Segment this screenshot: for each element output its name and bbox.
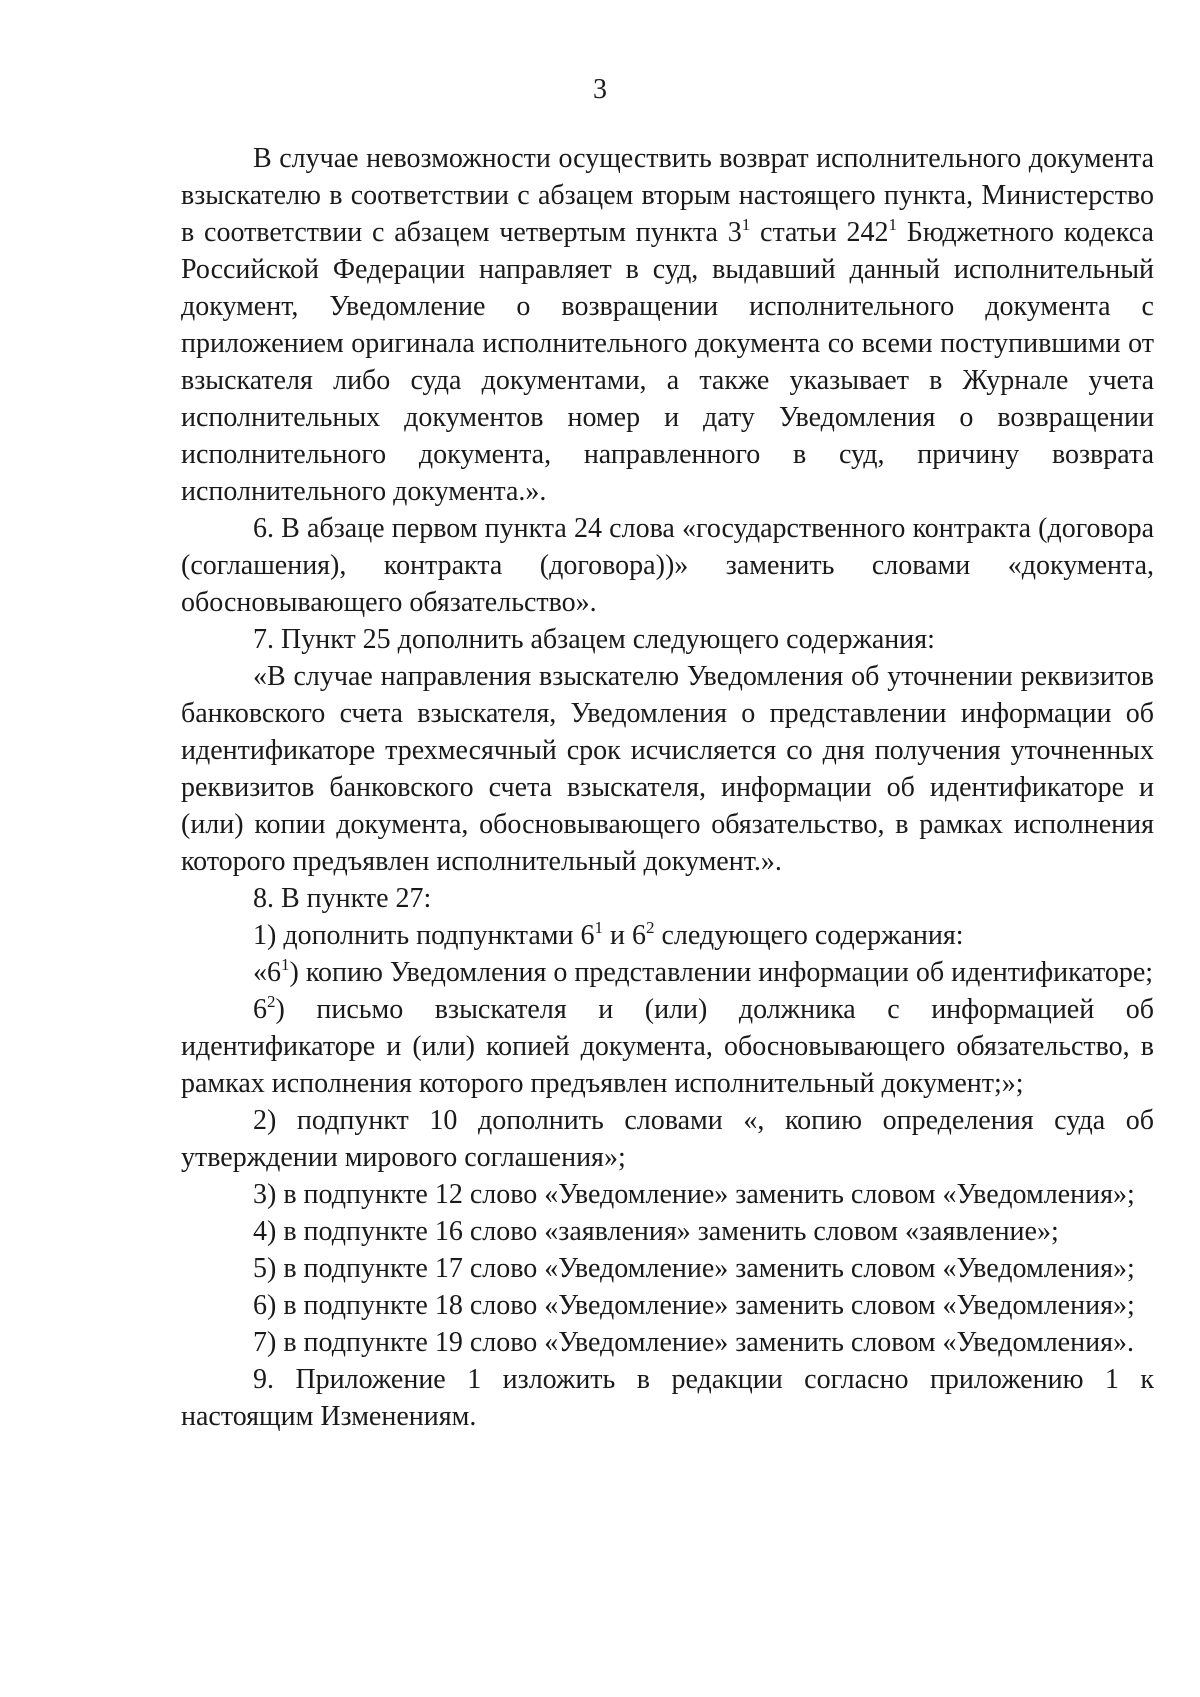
paragraph-subitem-7: 7) в подпункте 19 слово «Уведомление» заменить словом «Уведомления».: [253, 1327, 1134, 1358]
paragraph-item-6: 6. В абзаце первом пункта 24 слова «государственного контракта (договора (соглашения), контракта (договора))» заменить словами «документа, обосновывающего обязательство».: [181, 513, 1154, 618]
paragraph-subitem-3: 3) в подпункте 12 слово «Уведомление» заменить словом «Уведомления»;: [253, 1179, 1135, 1210]
paragraph-item-8: 8. В пункте 27:: [253, 883, 432, 914]
paragraph-item-7: 7. Пункт 25 дополнить абзацем следующего содержания:: [253, 624, 935, 655]
paragraph-subitem-2: 2) подпункт 10 дополнить словами «, копию определения суда об утверждении мирового соглашения»;: [181, 1105, 1154, 1173]
paragraph-subitem-1: 1) дополнить подпунктами $6^1$ и $6^2$ следующего содержания:: [253, 918, 964, 951]
paragraph-item-9: 9. Приложение 1 изложить в редакции согласно приложению 1 к настоящим Изменениям.: [181, 1364, 1154, 1432]
paragraph-subitem-6-2: $6^2$) письмо взыскателя и (или) должника с информацией об идентификаторе и (или) копией документа, обосновывающего обязательство, в рамках исполнения которого предъявлен исполнительный документ;»;: [181, 992, 1154, 1099]
paragraph-subitem-6: 6) в подпункте 18 слово «Уведомление» заменить словом «Уведомления»;: [253, 1290, 1135, 1321]
document-body: [181, 140, 1154, 1435]
paragraph-return-notice: В случае невозможности осуществить возврат исполнительного документа взыскателю в соответствии с абзацем вторым настоящего пункта, Министерство в соответствии с абзацем четвертым пункта $3^1$ статьи $242^1$ Бюджетного кодекса Российской Федерации направляет в суд, выдавший данный исполнительный документ, Уведомление о возвращении исполнительного документа с приложением оригинала исполнительного документа со всеми поступившими от взыскателя либо суда документами, а также указывает в Журнале учета исполнительных документов номер и дату Уведомления о возвращении исполнительного документа, направленного в суд, причину возврата исполнительного документа.».: [181, 143, 1154, 507]
paragraph-subitem-4: 4) в подпункте 16 слово «заявления» заменить словом «заявление»;: [253, 1216, 1059, 1247]
page-number: 3: [593, 74, 607, 105]
paragraph-subitem-6-1: «$6^1$) копию Уведомления о представлении информации об идентификаторе;: [253, 955, 1154, 988]
paragraph-subitem-5: 5) в подпункте 17 слово «Уведомление» заменить словом «Уведомления»;: [253, 1253, 1135, 1284]
paragraph-item-7-quote: «В случае направления взыскателю Уведомления об уточнении реквизитов банковского счета взыскателя, Уведомления о представлении информации об идентификаторе трехмесячный срок исчисляется со дня получения уточненных реквизитов банковского счета взыскателя, информации об идентификаторе и (или) копии документа, обосновывающего обязательство, в рамках исполнения которого предъявлен исполнительный документ.».: [181, 661, 1154, 877]
